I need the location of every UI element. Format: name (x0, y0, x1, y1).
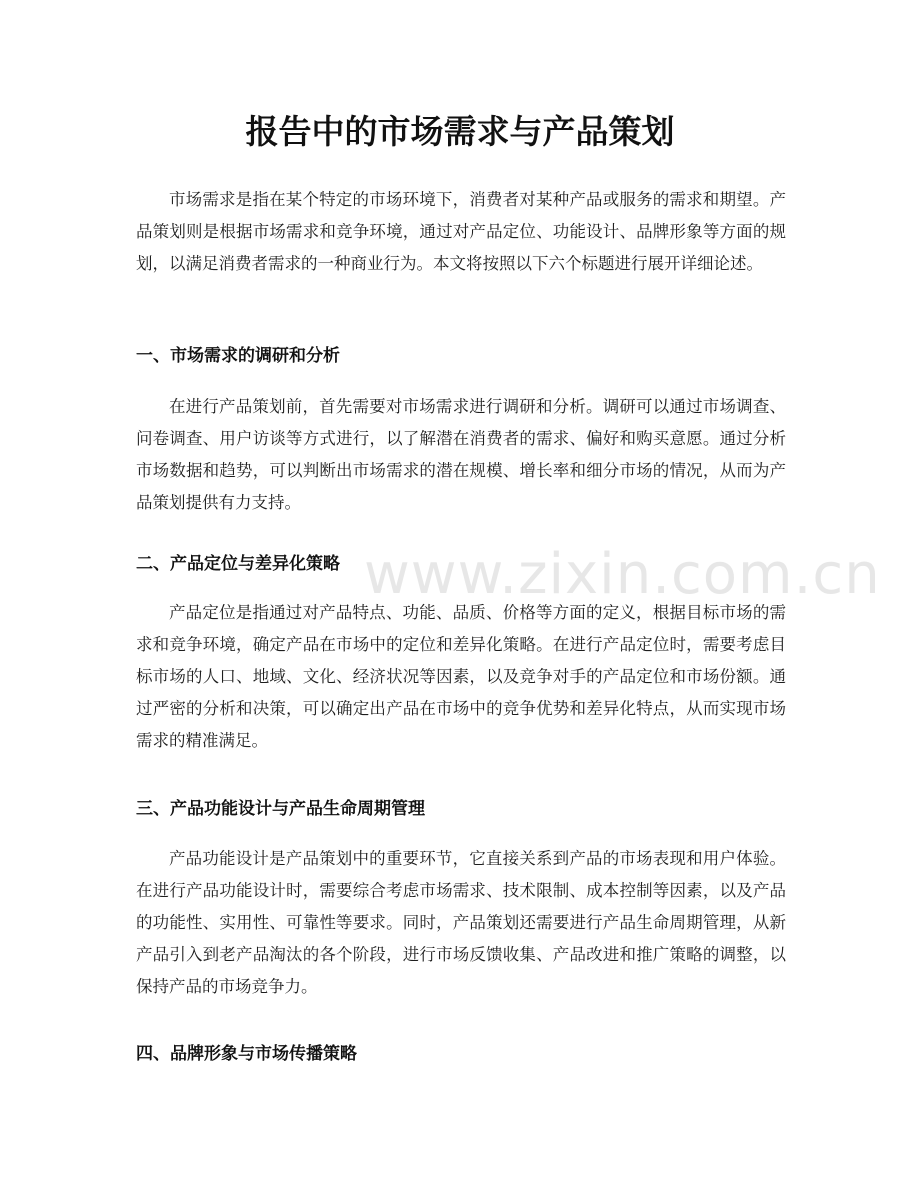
section-2-body: 产品定位是指通过对产品特点、功能、品质、价格等方面的定义，根据目标市场的需求和竞争环境，确定产品在市场中的定位和差异化策略。在进行产品定位时，需要考虑目标市场的人口、地域、文化、经济状况等因素，以及竞争对手的产品定位和市场份额。通过严密的分析和决策，可以确定出产品在市场中的竞争优势和差异化特点，从而实现市场需求的精准满足。 (136, 603, 786, 750)
section-2-heading: 二、产品定位与差异化策略 (136, 554, 340, 574)
intro-paragraph: 市场需求是指在某个特定的市场环境下，消费者对某种产品或服务的需求和期望。产品策划则是根据市场需求和竞争环境，通过对产品定位、功能设计、品牌形象等方面的规划，以满足消费者需求的一种商业行为。本文将按照以下六个标题进行展开详细论述。 (136, 190, 786, 273)
document-title: 报告中的市场需求与产品策划 (245, 112, 675, 151)
section-3-body: 产品功能设计是产品策划中的重要环节，它直接关系到产品的市场表现和用户体验。在进行产品功能设计时，需要综合考虑市场需求、技术限制、成本控制等因素，以及产品的功能性、实用性、可靠性等要求。同时，产品策划还需要进行产品生命周期管理，从新产品引入到老产品淘汰的各个阶段，进行市场反馈收集、产品改进和推广策略的调整，以保持产品的市场竞争力。 (136, 849, 786, 996)
section-4-heading: 四、品牌形象与市场传播策略 (136, 1044, 357, 1064)
section-1-body: 在进行产品策划前，首先需要对市场需求进行调研和分析。调研可以通过市场调查、问卷调查、用户访谈等方式进行，以了解潜在消费者的需求、偏好和购买意愿。通过分析市场数据和趋势，可以判断出市场需求的潜在规模、增长率和细分市场的情况，从而为产品策划提供有力支持。 (136, 397, 786, 512)
section-3-heading: 三、产品功能设计与产品生命周期管理 (136, 799, 425, 819)
watermark: www.zixin.com.cn (364, 542, 881, 607)
section-1-heading: 一、市场需求的调研和分析 (136, 346, 340, 366)
